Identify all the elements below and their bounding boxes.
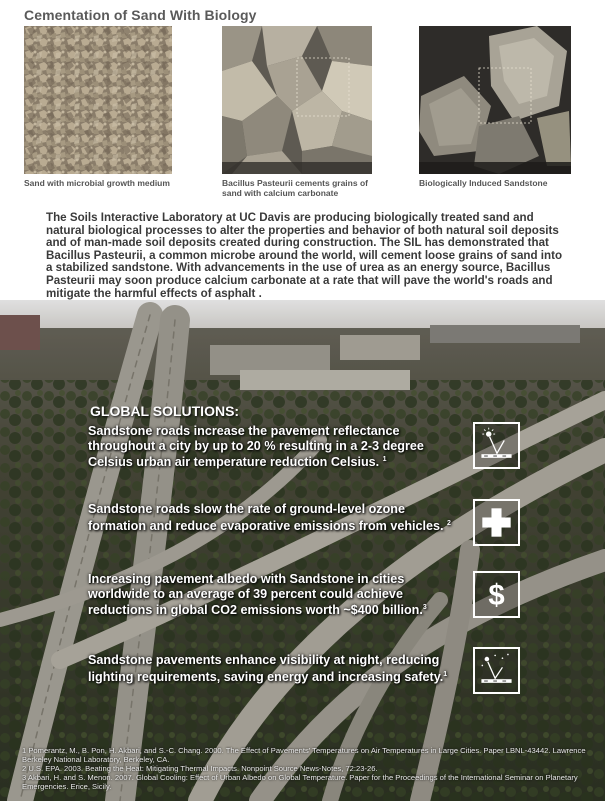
sand-grains-image — [24, 26, 172, 174]
solution-item-visibility: Sandstone pavements enhance visibility at night, reducing lighting requirements, saving energy and increasing safety.$^1$ — [88, 653, 448, 684]
page-title: Cementation of Sand With Biology — [24, 7, 257, 23]
intro-paragraph: The Soils Interactive Laboratory at UC Davis are producing biologically treated sand and natural biological processes to alter the properties and behavior of both natural soil deposits and of man-made soil deposits created during construction. The SIL has demonstrated that Bacillus Pasteurii, a common microbe around the world, will cement loose grains of sand into a stabilized sandstone. With advancements in the use of urea as an energy source, Bacillus Pasteurii may soon produce calcium carbonate at a rate that will pave the world's roads and mitigate the harmful effects of asphalt . — [46, 211, 563, 300]
solution-item-reflectance: Sandstone roads increase the pavement reflectance throughout a city by up to 20 % resulting in a 2-3 degree Celsius urban air temperature reduction Celsius. $^1$ — [88, 424, 424, 470]
solution-item-co2: Increasing pavement albedo with Sandstone in cities worldwide to an average of 39 percent could achieve reductions in global CO2 emissions worth ~$400 billion.$^3$ — [88, 572, 427, 618]
reference-item: 2 U.S. EPA. 2003. Beating the Heat: Mitigating Thermal Impacts. Nonpoint Source News-Notes, 72:23-26. — [22, 764, 378, 773]
dollar-icon — [473, 571, 520, 618]
svg-text:$: $ — [488, 580, 505, 613]
reference-item: 1 Pomerantz, M., B. Pon, H. Akbari, and S.-C. Chang. 2000. The Effect of Pavements' Temperatures on Air Temperatures in Large Cities. Paper LBNL-43442. Lawrence Berkeley National Laboratory, Berkeley, CA. — [22, 746, 586, 764]
health-cross-icon — [473, 499, 520, 546]
references — [22, 746, 587, 791]
sun-reflect-icon — [473, 422, 520, 469]
reference-item: 3 Akbari, H. and S. Menon. 2007. Global Cooling: Effect of Urban Albedo on Global Temperature. Paper for the Proceedings of the International Seminar on Planetary Emergencies. Erice, Sicily. — [22, 773, 578, 791]
moon-reflect-icon — [473, 647, 520, 694]
highway-aerial-photo — [0, 300, 605, 801]
image-caption: Bacillus Pasteurii cements grains of sand with calcium carbonate — [222, 178, 368, 198]
global-solutions-heading: GLOBAL SOLUTIONS: — [90, 403, 240, 419]
calcite-crystals-image — [222, 26, 372, 174]
sandstone-image — [419, 26, 571, 174]
image-caption: Biologically Induced Sandstone — [419, 178, 548, 188]
image-caption: Sand with microbial growth medium — [24, 178, 170, 188]
solution-item-ozone: Sandstone roads slow the rate of ground-level ozone formation and reduce evaporative emissions from vehicles. $^2$ — [88, 502, 451, 533]
